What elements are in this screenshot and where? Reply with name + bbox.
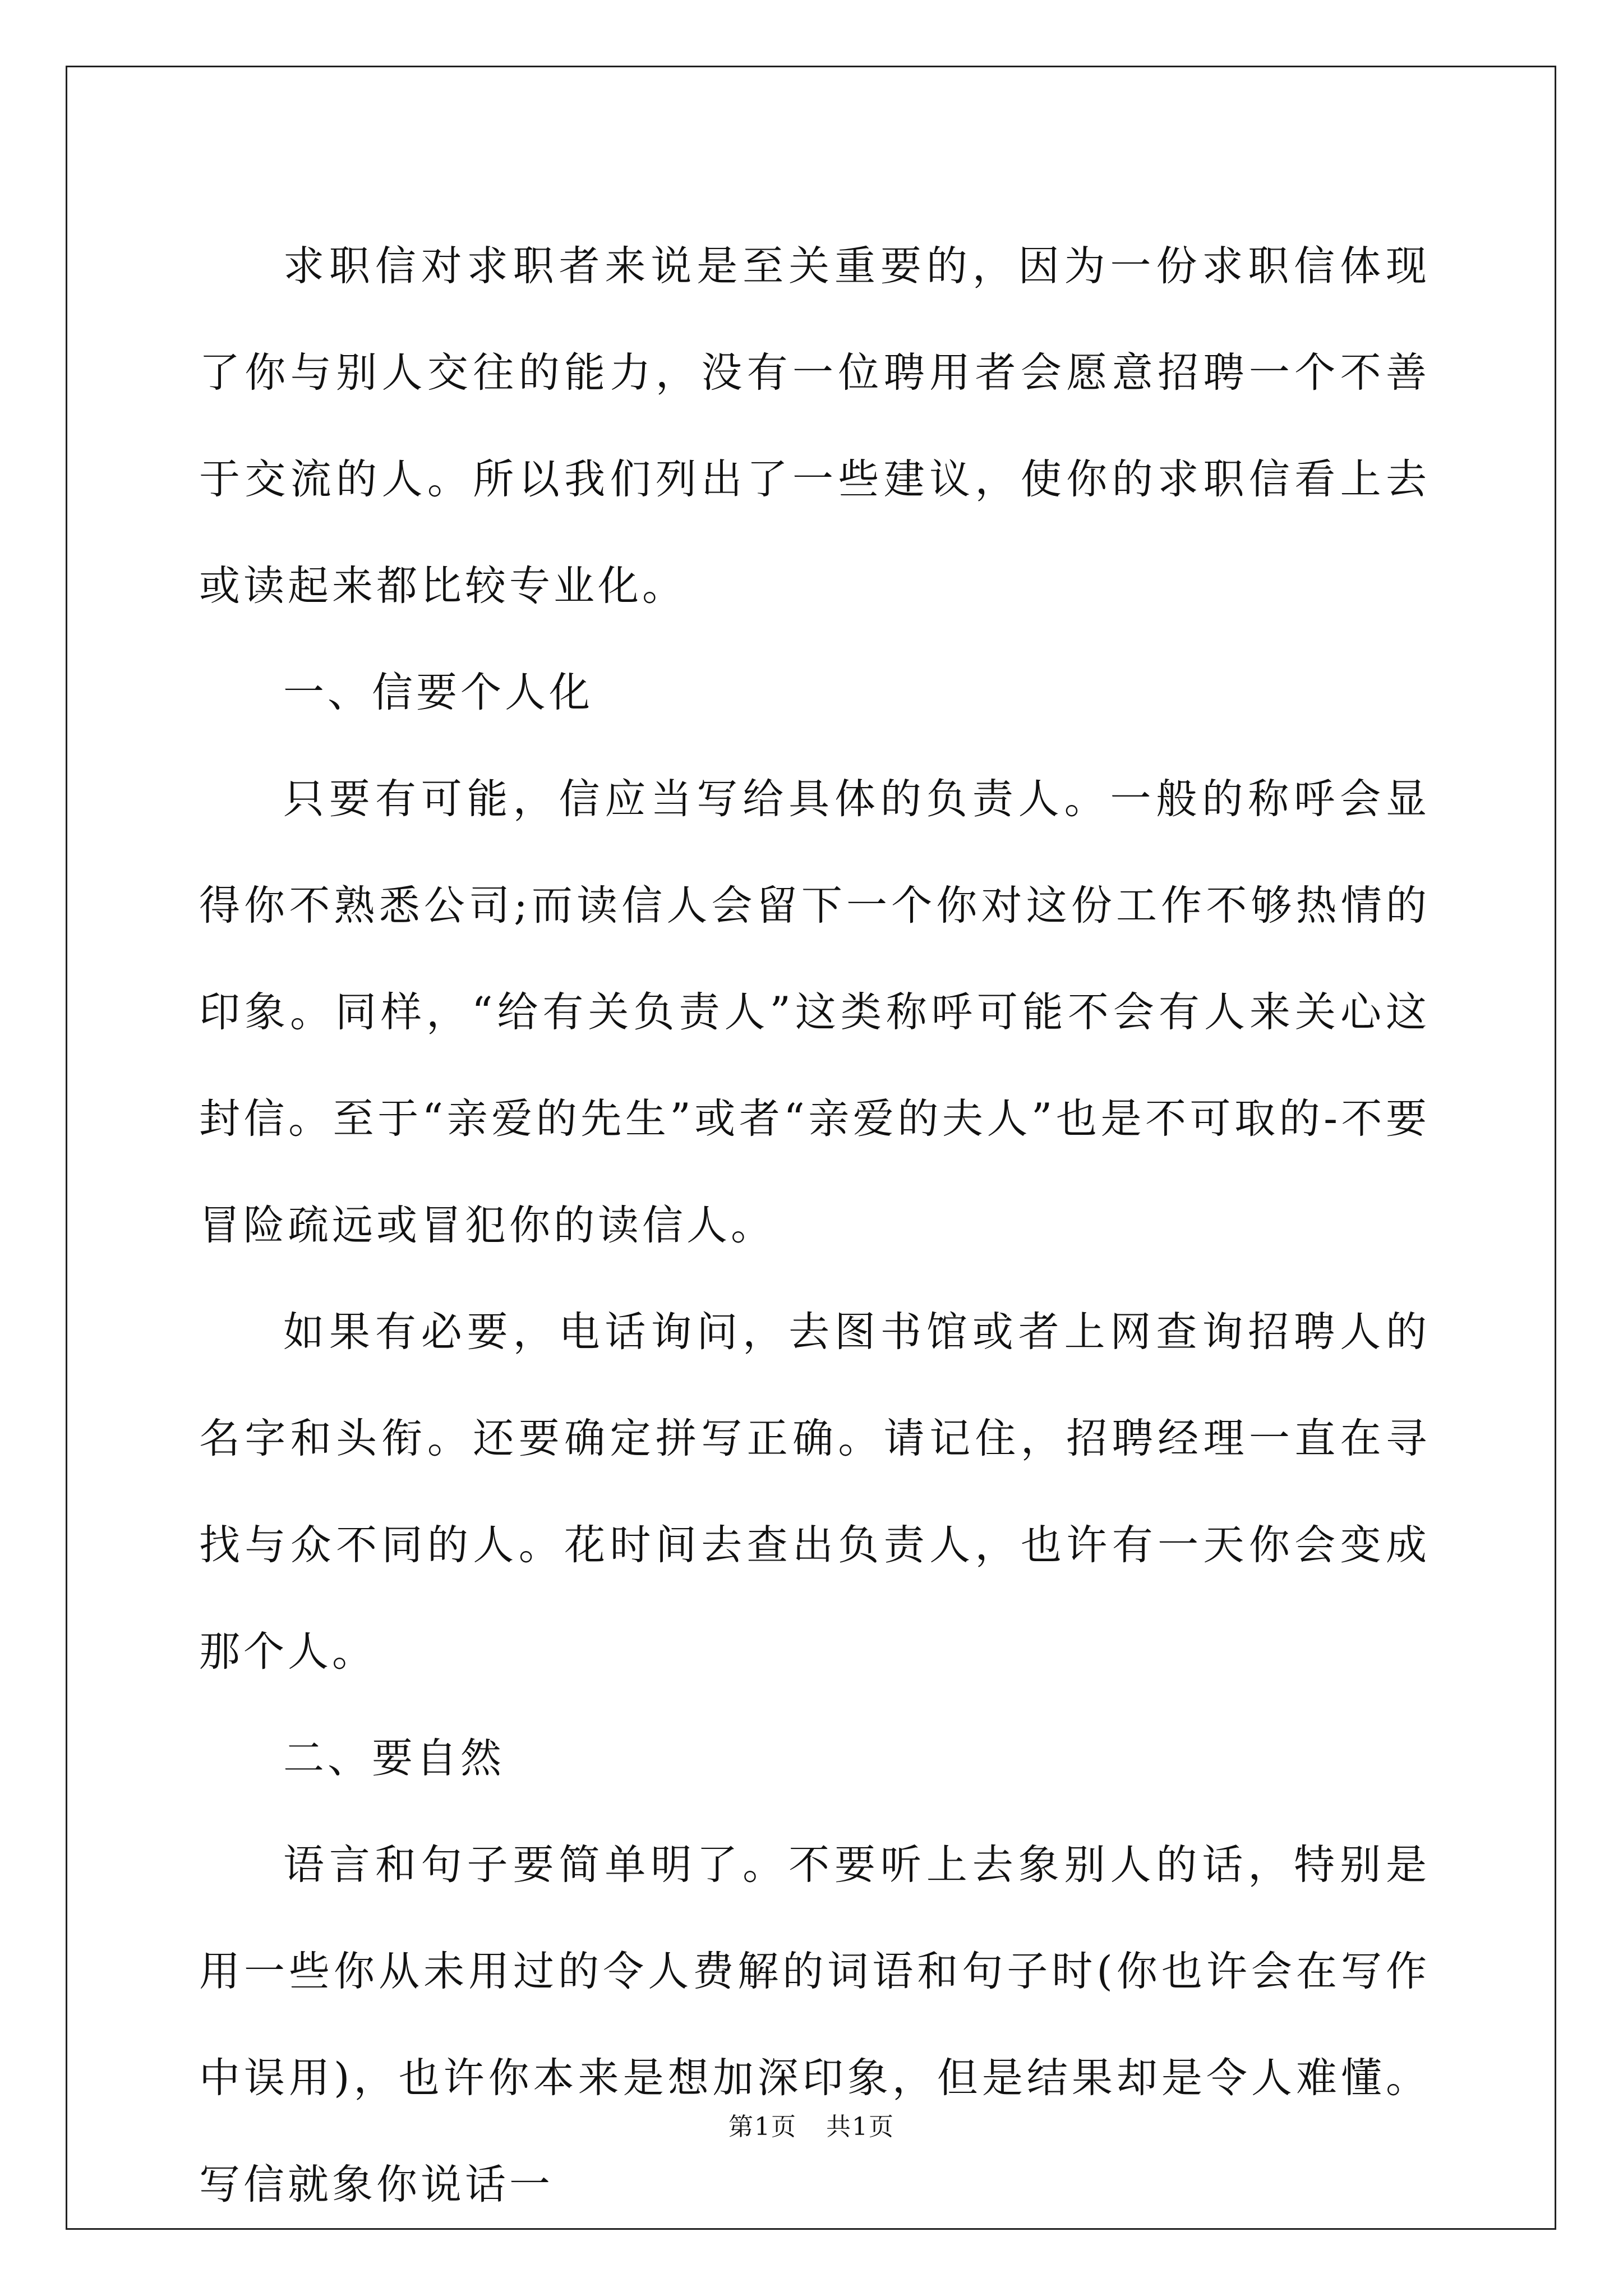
paragraph-research: 如果有必要，电话询问，去图书馆或者上网查询招聘人的名字和头衔。还要确定拼写正确。请记住，招聘经理一直在寻找与众不同的人。花时间去查出负责人，也许有一天你会变成那个人。 [199,1308,1430,1676]
page-footer [0,2106,1623,2142]
paragraph-personalize: 只要有可能，信应当写给具体的负责人。一般的称呼会显得你不熟悉公司;而读信人会留下一个你对这份工作不够热情的印象。同样，“给有关负责人”这类称呼可能不会有人来关心这封信。至于“亲爱的先生”或者“亲爱的夫人”也是不可取的-不要冒险疏远或冒犯你的读信人。 [199,775,1430,1249]
paragraph-natural: 语言和句子要简单明了。不要听上去象别人的话，特别是用一些你从未用过的令人费解的词语和句子时(你也许会在写作中误用)，也许你本来是想加深印象，但是结果却是令人难懂。写信就象你说话一 [199,1841,1430,2208]
document-body [199,213,1430,2238]
total-pages: 共1页 [826,2113,895,2141]
page-number: 第1页 [728,2113,797,2141]
section-heading-2: 二、要自然 [283,1734,505,1782]
section-heading-1: 一、信要个人化 [283,669,593,716]
paragraph-intro: 求职信对求职者来说是至关重要的，因为一份求职信体现了你与别人交往的能力，没有一位聘用者会愿意招聘一个不善于交流的人。所以我们列出了一些建议，使你的求职信看上去或读起来都比较专业化。 [199,242,1430,610]
